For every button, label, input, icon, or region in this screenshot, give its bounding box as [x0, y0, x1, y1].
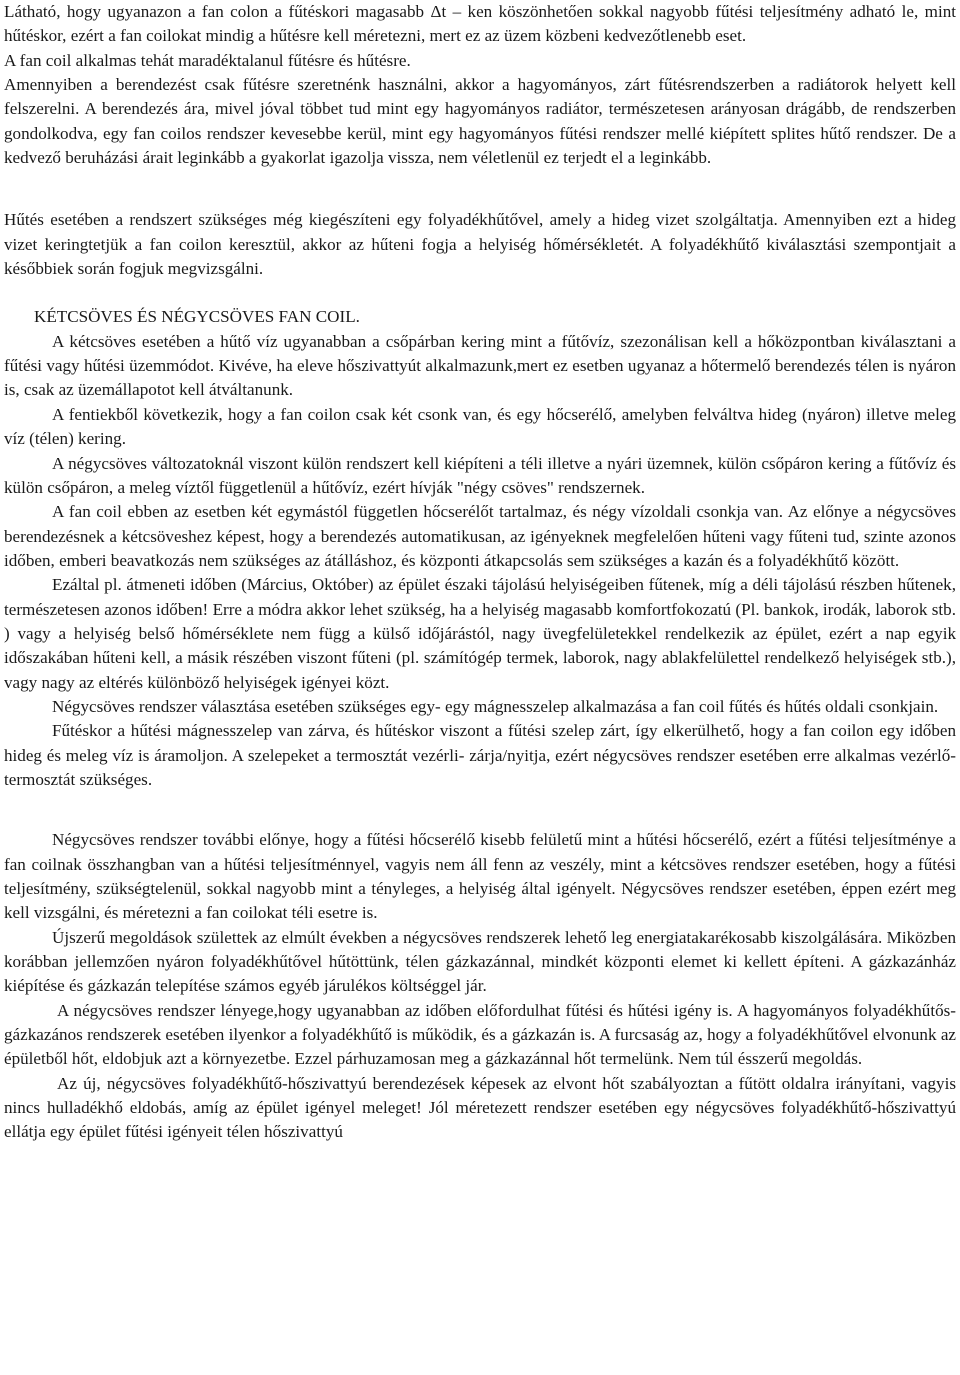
paragraph-section-7: Fűtéskor a hűtési mágnesszelep van zárva, és hűtéskor viszont a fűtési szelep zárt, így elkerülhető, hogy a fan coilon egy időben hideg és meleg víz is áramoljon. A szelepeket a termosztát vezérli- zárja/nyitja, ezért négycsöves rendszer esetében erre alkalmas vezérlő- termosztát szükséges. — [4, 721, 956, 789]
spacer — [4, 792, 956, 828]
paragraph-section-2: A fentiekből következik, hogy a fan coilon csak két csonk van, és egy hőcserélő, amelyben felváltva hideg (nyáron) illetve meleg víz (télen) kering. — [4, 404, 956, 449]
section-heading-row — [4, 305, 956, 329]
spacer — [4, 281, 956, 305]
paragraph-intro-3: Amennyiben a berendezést csak fűtésre szeretnénk használni, akkor a hagyományos, zárt fűtésrendszerben a radiátorok helyett kell felszerelni. A berendezés ára, mivel jóval többet tud mint egy hagyományos radiátor, természetesen arányosan drágább, de rendszerben gondolkodva, egy fan coilos rendszer kevesebbe kerül, mint egy hagyományos fűtési rendszer mellé kiépített splites hűtő rendszer. De a kedvező beruházási árait leginkább a gyakorlat igazolja vissza, nem véletlenül ez terjedt el a leginkább. — [4, 75, 956, 168]
document-page — [4, 0, 956, 1145]
paragraph-section-4: A fan coil ebben az esetben két egymástól független hőcserélőt tartalmaz, és négy vízoldali csonkja van. Az előnye a négycsöves berendezésnek a kétcsöveshez képest, hogy a berendezés automatikusan, az igényeknek megfelelően hűteni vagy fűteni tud, szinte azonos időben, emberi beavatkozás nem szükséges az átálláshoz, és központi átkapcsolás sem szükséges a kazán és a folyadékhűtő között. — [4, 502, 956, 570]
paragraph-intro-2: A fan coil alkalmas tehát maradéktalanul fűtésre és hűtésre. — [4, 50, 411, 70]
paragraph-section-3: A négycsöves változatoknál viszont külön rendszert kell kiépíteni a téli illetve a nyári üzemnek, külön csőpáron kering a fűtővíz és külön csőpáron, a meleg víztől függetlenül a hűtővíz, ezért hívják "négy csöves" rendszernek. — [4, 453, 956, 497]
spacer — [4, 170, 956, 208]
paragraph-bottom-3: A négycsöves rendszer lényege,hogy ugyanabban az időben előfordulhat fűtési és hűtési igény is. A hagyományos folyadékhűtős- gázkazános rendszerek esetében ilyenkor a folyadékhűtő is működik, és a gázkazán is. A furcsaság az, hogy a folyadékhűtővel elvonunk az épületből hőt, eldobjuk azt a környezetbe. Ezzel párhuzamosan meg a gázkazánnal hőt termelünk. Nem túl ésszerű megoldás. — [4, 1000, 956, 1069]
paragraph-bottom-4: Az új, négycsöves folyadékhűtő-hőszivattyú berendezések képesek az elvont hőt szabályoztan a fűtött oldalra irányítani, vagyis nincs hulladékhő eldobás, amíg az épület igényel meleget! Jól méretezett rendszer esetében egy négycsöves folyadékhűtő-hőszivattyú ellátja egy épület fűtési igényeit télen hőszivattyú — [4, 1073, 956, 1142]
paragraph-section-1: A kétcsöves esetében a hűtő víz ugyanabban a csőpárban kering mint a fűtővíz, szezonálisan kell a hőközpontban kiválasztani a fűtési vagy hűtési üzemmódot. Kivéve, ha eleve hőszivattyút alkalmazunk,mert ez esetben ugyanaz a hőtermelő berendezés télen is nyáron is, csak az üzemállapotot kell átváltanunk. — [4, 331, 956, 400]
paragraph-cooling: Hűtés esetében a rendszert szükséges még kiegészíteni egy folyadékhűtővel, amely a hideg vizet szolgáltatja. Amennyiben ezt a hideg vizet keringtetjük a fan coilon keresztül, akkor az hűteni fogja a helyiség hőmérsékletét. A folyadékhűtő kiválasztási szempontjait a későbbiek során fogjuk megvizsgálni. — [4, 210, 956, 279]
paragraph-bottom-1: Négycsöves rendszer további előnye, hogy a fűtési hőcserélő kisebb felületű mint a hűtési hőcserélő, ezért a fűtési teljesítménye a fan coilnak összhangban van a hűtési teljesítménnyel, vagyis nem áll fenn az veszély, mint a kétcsöves rendszer esetében, hogy a fűtési teljesítmény, szükségtelenül, sokkal nagyobb mint a tényleges, a helyiség által igényelt. Négycsöves rendszer esetében, éppen ezért meg kell vizsgálni, és méretezni a fan coilokat téli esetre is. — [4, 830, 956, 923]
paragraph-intro-1: Látható, hogy ugyanazon a fan colon a fűtéskori magasabb Δt – ken köszönhetően sokkal nagyobb fűtési teljesítmény adható le, mint hűtéskor, ezért a fan coilokat mindig a hűtésre kell méretezni, mert ez az üzem közbeni kedvezőtlenebb eset. — [4, 2, 956, 46]
paragraph-section-5: Ezáltal pl. átmeneti időben (Március, Október) az épület északi tájolású helyiségeiben fűtenek, míg a déli tájolású részben hűtenek, természetesen azonos időben! Erre a módra akkor lehet szükség, ha a helyiség magasabb komfortfokozatú (Pl. bankok, irodák, laborok stb. ) vagy a helyiség belső hőmérséklete nem függ a külső időjárástól, nagy üvegfelületekkel rendelkezik az épület, ezért a nap egyik időszakában hűteni kell, a másik részében viszont fűteni (pl. számítógép termek, laborok, nagy ablakfelülettel rendelkező helyiségek stb.), vagy nagy az eltérés különböző helyiségek igényei közt. — [4, 575, 956, 692]
section-heading: KÉTCSÖVES ÉS NÉGYCSÖVES FAN COIL. — [34, 307, 360, 327]
paragraph-section-6: Négycsöves rendszer választása esetében szükséges egy- egy mágnesszelep alkalmazása a fan coil fűtés és hűtés oldali csonkjain. — [52, 696, 939, 716]
paragraph-bottom-2: Újszerű megoldások születtek az elmúlt években a négycsöves rendszerek lehető leg energiatakarékosabb kiszolgálására. Miközben korábban jellemzően nyáron folyadékhűtővel hűtöttünk, télen gázkazánnal, mindkét központi elemet ki kellett építeni. A gázkazánház kiépítése és gázkazán telepítése számos egyéb járulékos költséggel jár. — [4, 927, 956, 996]
